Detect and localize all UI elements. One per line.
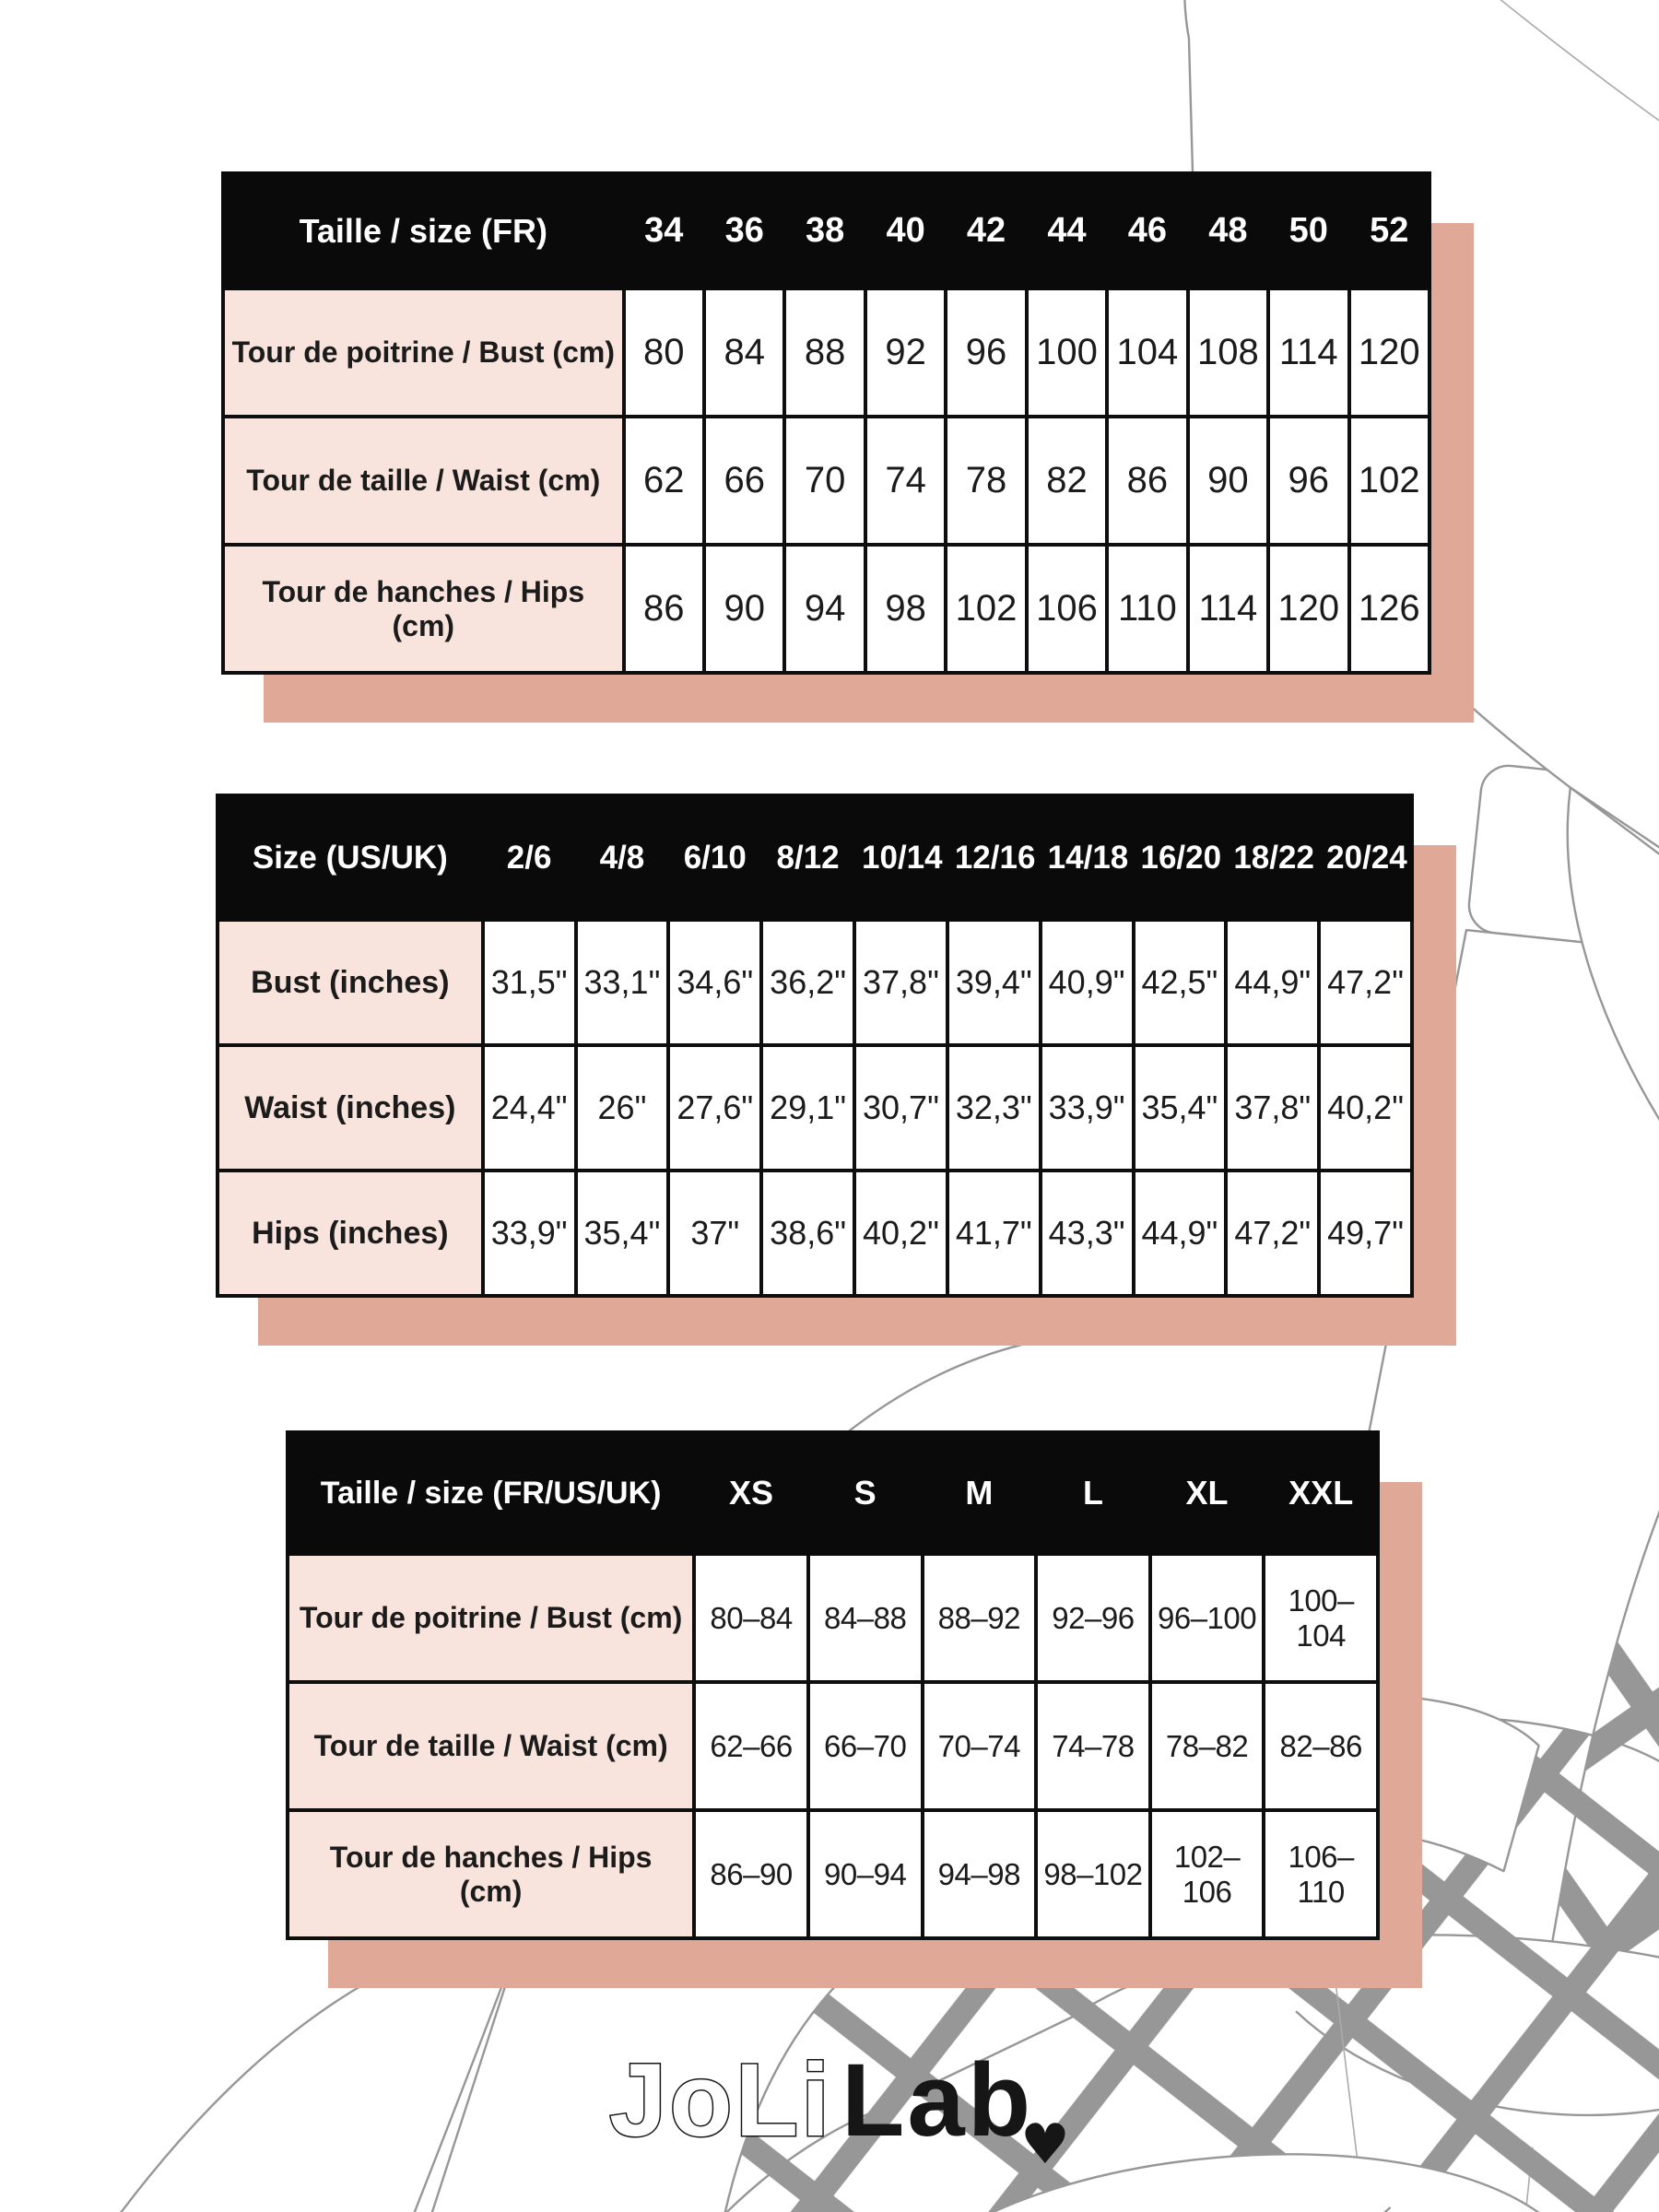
hips-row bbox=[223, 545, 1430, 673]
value-cell: 120 bbox=[1268, 545, 1348, 673]
hips-row bbox=[218, 1171, 1412, 1296]
value-cell: 32,3" bbox=[947, 1045, 1041, 1171]
value-cell: 37,8" bbox=[854, 920, 947, 1045]
size-header-cell: S bbox=[808, 1432, 923, 1554]
table-header-row bbox=[218, 795, 1412, 920]
size-header-cell: 44 bbox=[1027, 173, 1107, 288]
size-header-cell: 34 bbox=[624, 173, 704, 288]
brand-logo bbox=[594, 2023, 1074, 2189]
size-header-cell: 6/10 bbox=[668, 795, 761, 920]
value-cell: 74–78 bbox=[1036, 1682, 1150, 1810]
size-header-cell: 48 bbox=[1188, 173, 1268, 288]
size-header-cell: XS bbox=[694, 1432, 808, 1554]
value-cell: 92–96 bbox=[1036, 1554, 1150, 1682]
size-header-cell: 20/24 bbox=[1319, 795, 1412, 920]
value-cell: 26" bbox=[576, 1045, 669, 1171]
size-header-cell: 42 bbox=[946, 173, 1026, 288]
value-cell: 126 bbox=[1349, 545, 1430, 673]
table-header-label: Taille / size (FR) bbox=[223, 173, 624, 288]
value-cell: 90 bbox=[704, 545, 784, 673]
bust-row bbox=[288, 1554, 1378, 1682]
size-header-cell: 4/8 bbox=[576, 795, 669, 920]
value-cell: 24,4" bbox=[483, 1045, 576, 1171]
size-header-cell: 50 bbox=[1268, 173, 1348, 288]
row-label-cell: Tour de taille / Waist (cm) bbox=[288, 1682, 694, 1810]
hips-row bbox=[288, 1810, 1378, 1938]
value-cell: 108 bbox=[1188, 288, 1268, 417]
value-cell: 84–88 bbox=[808, 1554, 923, 1682]
table-header-row bbox=[288, 1432, 1378, 1554]
row-label-cell: Waist (inches) bbox=[218, 1045, 483, 1171]
value-cell: 40,9" bbox=[1041, 920, 1134, 1045]
value-cell: 102 bbox=[946, 545, 1026, 673]
value-cell: 82 bbox=[1027, 417, 1107, 545]
value-cell: 100–104 bbox=[1264, 1554, 1378, 1682]
value-cell: 33,9" bbox=[1041, 1045, 1134, 1171]
value-cell: 80–84 bbox=[694, 1554, 808, 1682]
value-cell: 31,5" bbox=[483, 920, 576, 1045]
value-cell: 40,2" bbox=[1319, 1045, 1412, 1171]
value-cell: 114 bbox=[1188, 545, 1268, 673]
value-cell: 86 bbox=[624, 545, 704, 673]
size-table-fr-cm bbox=[221, 171, 1431, 671]
value-cell: 100 bbox=[1027, 288, 1107, 417]
value-cell: 78 bbox=[946, 417, 1026, 545]
value-cell: 88–92 bbox=[923, 1554, 1037, 1682]
value-cell: 34,6" bbox=[668, 920, 761, 1045]
size-table bbox=[286, 1430, 1380, 1940]
row-label-cell: Tour de hanches / Hips (cm) bbox=[223, 545, 624, 673]
table-header-row bbox=[223, 173, 1430, 288]
value-cell: 86 bbox=[1107, 417, 1187, 545]
size-header-cell: 10/14 bbox=[854, 795, 947, 920]
value-cell: 70 bbox=[784, 417, 865, 545]
value-cell: 29,1" bbox=[761, 1045, 854, 1171]
value-cell: 62–66 bbox=[694, 1682, 808, 1810]
size-header-cell: 38 bbox=[784, 173, 865, 288]
value-cell: 98 bbox=[865, 545, 946, 673]
size-header-cell: 16/20 bbox=[1134, 795, 1227, 920]
value-cell: 106 bbox=[1027, 545, 1107, 673]
waist-row bbox=[223, 417, 1430, 545]
value-cell: 43,3" bbox=[1041, 1171, 1134, 1296]
row-label-cell: Hips (inches) bbox=[218, 1171, 483, 1296]
value-cell: 33,1" bbox=[576, 920, 669, 1045]
size-header-cell: 2/6 bbox=[483, 795, 576, 920]
size-header-cell: 14/18 bbox=[1041, 795, 1134, 920]
value-cell: 74 bbox=[865, 417, 946, 545]
value-cell: 88 bbox=[784, 288, 865, 417]
value-cell: 36,2" bbox=[761, 920, 854, 1045]
value-cell: 114 bbox=[1268, 288, 1348, 417]
value-cell: 44,9" bbox=[1134, 1171, 1227, 1296]
value-cell: 98–102 bbox=[1036, 1810, 1150, 1938]
value-cell: 106–110 bbox=[1264, 1810, 1378, 1938]
value-cell: 47,2" bbox=[1226, 1171, 1319, 1296]
value-cell: 94 bbox=[784, 545, 865, 673]
logo-heart-icon: ♥ bbox=[1020, 2112, 1070, 2177]
value-cell: 66–70 bbox=[808, 1682, 923, 1810]
value-cell: 70–74 bbox=[923, 1682, 1037, 1810]
value-cell: 49,7" bbox=[1319, 1171, 1412, 1296]
size-header-cell: 18/22 bbox=[1226, 795, 1319, 920]
value-cell: 38,6" bbox=[761, 1171, 854, 1296]
value-cell: 42,5" bbox=[1134, 920, 1227, 1045]
bust-row bbox=[218, 920, 1412, 1045]
size-header-cell: XL bbox=[1150, 1432, 1265, 1554]
waist-row bbox=[218, 1045, 1412, 1171]
row-label-cell: Tour de taille / Waist (cm) bbox=[223, 417, 624, 545]
size-header-cell: L bbox=[1036, 1432, 1150, 1554]
value-cell: 27,6" bbox=[668, 1045, 761, 1171]
value-cell: 120 bbox=[1349, 288, 1430, 417]
size-header-cell: 46 bbox=[1107, 173, 1187, 288]
value-cell: 110 bbox=[1107, 545, 1187, 673]
value-cell: 37,8" bbox=[1226, 1045, 1319, 1171]
value-cell: 102–106 bbox=[1150, 1810, 1265, 1938]
waist-row bbox=[288, 1682, 1378, 1810]
value-cell: 66 bbox=[704, 417, 784, 545]
value-cell: 96 bbox=[1268, 417, 1348, 545]
row-label-cell: Tour de poitrine / Bust (cm) bbox=[223, 288, 624, 417]
value-cell: 84 bbox=[704, 288, 784, 417]
value-cell: 96–100 bbox=[1150, 1554, 1265, 1682]
value-cell: 47,2" bbox=[1319, 920, 1412, 1045]
size-header-cell: 12/16 bbox=[947, 795, 1041, 920]
size-table-us-uk-inches bbox=[216, 794, 1414, 1294]
value-cell: 33,9" bbox=[483, 1171, 576, 1296]
size-header-cell: 40 bbox=[865, 173, 946, 288]
value-cell: 104 bbox=[1107, 288, 1187, 417]
size-header-cell: M bbox=[923, 1432, 1037, 1554]
size-header-cell: 36 bbox=[704, 173, 784, 288]
value-cell: 40,2" bbox=[854, 1171, 947, 1296]
value-cell: 94–98 bbox=[923, 1810, 1037, 1938]
row-label-cell: Tour de hanches / Hips (cm) bbox=[288, 1810, 694, 1938]
logo-lab-text: Lab bbox=[841, 2042, 1034, 2158]
bust-row bbox=[223, 288, 1430, 417]
value-cell: 44,9" bbox=[1226, 920, 1319, 1045]
value-cell: 90 bbox=[1188, 417, 1268, 545]
value-cell: 102 bbox=[1349, 417, 1430, 545]
value-cell: 62 bbox=[624, 417, 704, 545]
value-cell: 37" bbox=[668, 1171, 761, 1296]
value-cell: 80 bbox=[624, 288, 704, 417]
logo-joli-text: JoLi bbox=[609, 2042, 833, 2158]
value-cell: 30,7" bbox=[854, 1045, 947, 1171]
size-table-letter-sizes bbox=[286, 1430, 1380, 1936]
sketch-sleeve-bottom-center bbox=[0, 1817, 148, 2212]
row-label-cell: Bust (inches) bbox=[218, 920, 483, 1045]
value-cell: 78–82 bbox=[1150, 1682, 1265, 1810]
size-header-cell: 8/12 bbox=[761, 795, 854, 920]
value-cell: 39,4" bbox=[947, 920, 1041, 1045]
table-header-label: Size (US/UK) bbox=[218, 795, 483, 920]
value-cell: 35,4" bbox=[576, 1171, 669, 1296]
value-cell: 92 bbox=[865, 288, 946, 417]
size-table bbox=[216, 794, 1414, 1298]
value-cell: 41,7" bbox=[947, 1171, 1041, 1296]
size-header-cell: XXL bbox=[1264, 1432, 1378, 1554]
value-cell: 82–86 bbox=[1264, 1682, 1378, 1810]
value-cell: 96 bbox=[946, 288, 1026, 417]
size-table bbox=[221, 171, 1431, 675]
value-cell: 86–90 bbox=[694, 1810, 808, 1938]
size-header-cell: 52 bbox=[1349, 173, 1430, 288]
value-cell: 90–94 bbox=[808, 1810, 923, 1938]
value-cell: 35,4" bbox=[1134, 1045, 1227, 1171]
row-label-cell: Tour de poitrine / Bust (cm) bbox=[288, 1554, 694, 1682]
table-header-label: Taille / size (FR/US/UK) bbox=[288, 1432, 694, 1554]
